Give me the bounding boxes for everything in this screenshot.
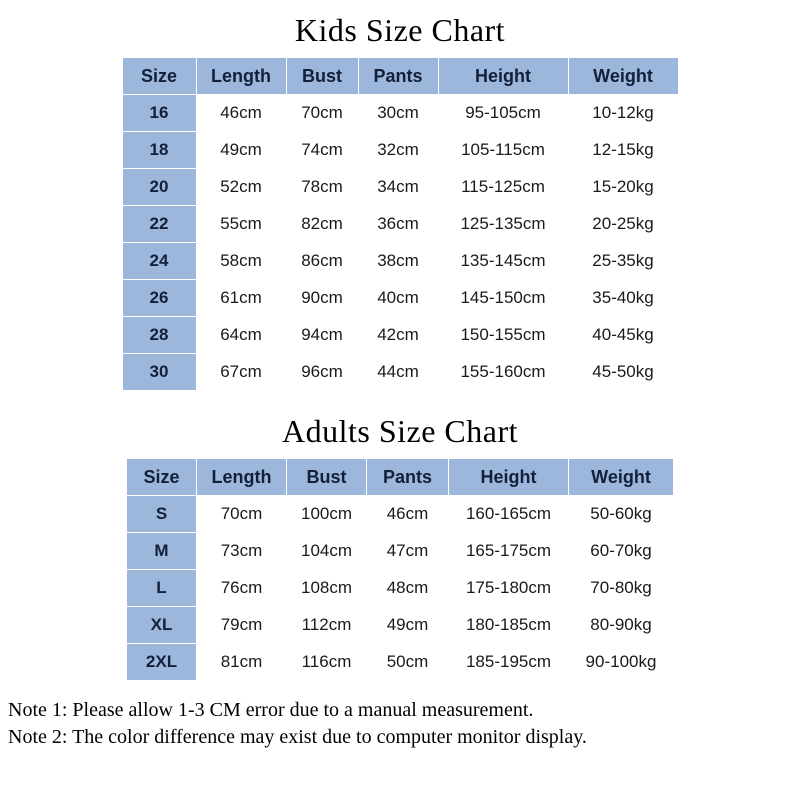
cell-length: 55cm: [196, 206, 286, 243]
cell-bust: 74cm: [286, 132, 358, 169]
cell-pants: 48cm: [367, 570, 449, 607]
cell-weight: 25-35kg: [568, 243, 678, 280]
table-row: [127, 570, 674, 607]
column-header-weight: Weight: [568, 58, 678, 95]
cell-weight: 15-20kg: [568, 169, 678, 206]
table-header-row: [122, 58, 678, 95]
adults-table-body: [127, 496, 674, 681]
cell-pants: 44cm: [358, 354, 438, 391]
table-row: [127, 607, 674, 644]
kids-size-table: [122, 57, 679, 391]
cell-weight: 60-70kg: [569, 533, 674, 570]
cell-bust: 116cm: [287, 644, 367, 681]
cell-height: 150-155cm: [438, 317, 568, 354]
cell-size: 18: [122, 132, 196, 169]
cell-length: 70cm: [197, 496, 287, 533]
cell-pants: 36cm: [358, 206, 438, 243]
cell-pants: 34cm: [358, 169, 438, 206]
cell-bust: 94cm: [286, 317, 358, 354]
cell-bust: 104cm: [287, 533, 367, 570]
cell-weight: 20-25kg: [568, 206, 678, 243]
cell-height: 155-160cm: [438, 354, 568, 391]
cell-weight: 50-60kg: [569, 496, 674, 533]
cell-bust: 108cm: [287, 570, 367, 607]
column-header-size: Size: [122, 58, 196, 95]
cell-length: 46cm: [196, 95, 286, 132]
notes-section: [0, 697, 800, 751]
cell-length: 58cm: [196, 243, 286, 280]
cell-height: 95-105cm: [438, 95, 568, 132]
cell-length: 79cm: [197, 607, 287, 644]
cell-pants: 46cm: [367, 496, 449, 533]
cell-size: 24: [122, 243, 196, 280]
cell-pants: 50cm: [367, 644, 449, 681]
cell-weight: 90-100kg: [569, 644, 674, 681]
cell-length: 61cm: [196, 280, 286, 317]
column-header-pants: Pants: [367, 459, 449, 496]
cell-weight: 35-40kg: [568, 280, 678, 317]
cell-bust: 96cm: [286, 354, 358, 391]
note-line-2: Note 2: The color difference may exist due to computer monitor display.: [8, 726, 587, 748]
column-header-length: Length: [197, 459, 287, 496]
column-header-height: Height: [449, 459, 569, 496]
cell-size: M: [127, 533, 197, 570]
adults-table-head: [127, 459, 674, 496]
cell-height: 125-135cm: [438, 206, 568, 243]
cell-size: 26: [122, 280, 196, 317]
table-row: [122, 317, 678, 354]
cell-length: 52cm: [196, 169, 286, 206]
cell-pants: 40cm: [358, 280, 438, 317]
cell-weight: 40-45kg: [568, 317, 678, 354]
kids-table-head: [122, 58, 678, 95]
cell-bust: 100cm: [287, 496, 367, 533]
cell-size: 22: [122, 206, 196, 243]
cell-length: 76cm: [197, 570, 287, 607]
cell-size: 16: [122, 95, 196, 132]
column-header-height: Height: [438, 58, 568, 95]
cell-pants: 49cm: [367, 607, 449, 644]
cell-weight: 70-80kg: [569, 570, 674, 607]
cell-height: 115-125cm: [438, 169, 568, 206]
cell-size: 30: [122, 354, 196, 391]
cell-pants: 42cm: [358, 317, 438, 354]
cell-size: 20: [122, 169, 196, 206]
table-row: [127, 496, 674, 533]
cell-length: 73cm: [197, 533, 287, 570]
cell-length: 67cm: [196, 354, 286, 391]
cell-length: 64cm: [196, 317, 286, 354]
cell-bust: 90cm: [286, 280, 358, 317]
cell-pants: 38cm: [358, 243, 438, 280]
cell-size: L: [127, 570, 197, 607]
cell-height: 165-175cm: [449, 533, 569, 570]
note-line-1: Note 1: Please allow 1-3 CM error due to a manual measurement.: [8, 699, 534, 721]
column-header-bust: Bust: [286, 58, 358, 95]
cell-bust: 86cm: [286, 243, 358, 280]
table-row: [127, 533, 674, 570]
cell-weight: 10-12kg: [568, 95, 678, 132]
column-header-pants: Pants: [358, 58, 438, 95]
cell-size: 28: [122, 317, 196, 354]
table-row: [122, 280, 678, 317]
column-header-size: Size: [127, 459, 197, 496]
cell-height: 175-180cm: [449, 570, 569, 607]
cell-height: 185-195cm: [449, 644, 569, 681]
cell-length: 49cm: [196, 132, 286, 169]
cell-bust: 82cm: [286, 206, 358, 243]
table-header-row: [127, 459, 674, 496]
table-row: [122, 169, 678, 206]
cell-weight: 80-90kg: [569, 607, 674, 644]
cell-pants: 32cm: [358, 132, 438, 169]
cell-length: 81cm: [197, 644, 287, 681]
table-row: [122, 132, 678, 169]
column-header-weight: Weight: [569, 459, 674, 496]
column-header-length: Length: [196, 58, 286, 95]
cell-bust: 112cm: [287, 607, 367, 644]
cell-bust: 78cm: [286, 169, 358, 206]
cell-pants: 47cm: [367, 533, 449, 570]
table-row: [127, 644, 674, 681]
cell-height: 145-150cm: [438, 280, 568, 317]
kids-table-body: [122, 95, 678, 391]
adults-size-chart-title: Adults Size Chart: [281, 413, 519, 449]
cell-weight: 12-15kg: [568, 132, 678, 169]
adults-size-table: [126, 458, 674, 681]
cell-size: 2XL: [127, 644, 197, 681]
cell-height: 160-165cm: [449, 496, 569, 533]
cell-weight: 45-50kg: [568, 354, 678, 391]
kids-size-chart-title: Kids Size Chart: [294, 12, 506, 48]
cell-size: S: [127, 496, 197, 533]
cell-bust: 70cm: [286, 95, 358, 132]
cell-height: 105-115cm: [438, 132, 568, 169]
cell-height: 180-185cm: [449, 607, 569, 644]
table-row: [122, 354, 678, 391]
cell-pants: 30cm: [358, 95, 438, 132]
table-row: [122, 206, 678, 243]
cell-height: 135-145cm: [438, 243, 568, 280]
table-row: [122, 243, 678, 280]
table-row: [122, 95, 678, 132]
column-header-bust: Bust: [287, 459, 367, 496]
cell-size: XL: [127, 607, 197, 644]
